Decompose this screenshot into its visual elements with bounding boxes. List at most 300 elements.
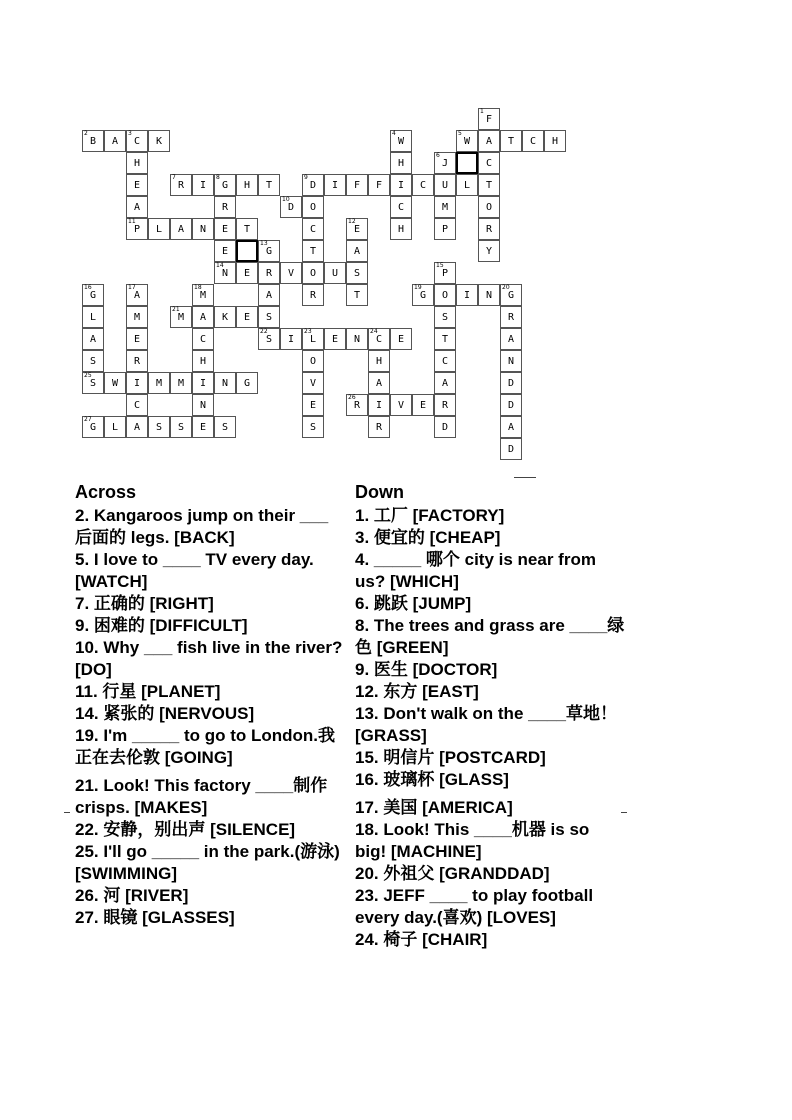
clue-number: 5 <box>458 130 462 137</box>
grid-cell <box>390 394 412 416</box>
cell-letter: H <box>375 356 383 367</box>
grid-cell <box>324 262 346 284</box>
grid-cell <box>170 174 192 196</box>
grid-cell <box>500 284 522 306</box>
cell-letter: C <box>397 202 405 213</box>
grid-cell <box>346 284 368 306</box>
grid-cell <box>522 130 544 152</box>
cell-letter: C <box>419 180 427 191</box>
grid-cell <box>192 416 214 438</box>
cell-letter: N <box>199 224 207 235</box>
down-heading: Down <box>355 482 404 502</box>
cell-letter: D <box>507 378 515 389</box>
clue-across-11: 11. 行星 [PLANET] <box>75 682 221 701</box>
grid-cell <box>500 350 522 372</box>
grid-cell <box>434 372 456 394</box>
clue-across-2: 2. Kangaroos jump on their ___后面的 legs. [BACK] <box>75 506 329 547</box>
grid-cell <box>478 174 500 196</box>
grid-cell <box>258 284 280 306</box>
cell-letter: H <box>397 224 405 235</box>
grid-cell <box>478 130 500 152</box>
grid-cell <box>302 372 324 394</box>
cell-letter: L <box>111 422 119 433</box>
cell-letter: D <box>441 422 449 433</box>
grid-cell <box>214 306 236 328</box>
grid-cell <box>280 262 302 284</box>
cell-letter: P <box>441 224 449 235</box>
grid-cell <box>280 328 302 350</box>
grid-cell <box>236 240 258 262</box>
grid-cell <box>214 174 236 196</box>
grid-cell <box>126 196 148 218</box>
cell-letter: G <box>89 422 97 433</box>
cell-letter: I <box>463 290 471 301</box>
grid-cell <box>390 328 412 350</box>
grid-cell <box>148 218 170 240</box>
grid-cell <box>500 394 522 416</box>
grid-cell <box>478 218 500 240</box>
clue-number: 15 <box>436 262 444 269</box>
clue-number: 12 <box>348 218 356 225</box>
clue-down-3: 3. 便宜的 [CHEAP] <box>355 528 501 547</box>
cell-letter: R <box>441 400 449 411</box>
cell-letter: T <box>507 136 515 147</box>
grid-cell <box>302 196 324 218</box>
cell-letter: R <box>485 224 493 235</box>
cell-letter: V <box>397 400 405 411</box>
grid-cell <box>258 306 280 328</box>
cell-letter: C <box>199 334 207 345</box>
cell-letter: E <box>133 334 141 345</box>
cell-letter: S <box>265 312 273 323</box>
cell-letter: E <box>221 246 229 257</box>
grid-cell <box>192 394 214 416</box>
grid-cell <box>126 328 148 350</box>
clue-number: 17 <box>128 284 136 291</box>
grid-cell <box>126 218 148 240</box>
cell-letter: D <box>287 202 295 213</box>
grid-cell <box>82 372 104 394</box>
clue-number: 25 <box>84 372 92 379</box>
clue-across-10: 10. Why ___ fish live in the river? [DO] <box>75 638 348 679</box>
cell-letter: R <box>353 400 361 411</box>
cell-letter: I <box>199 180 207 191</box>
grid-cell <box>478 196 500 218</box>
clue-across-26: 26. 河 [RIVER] <box>75 886 189 905</box>
grid-cell <box>258 328 280 350</box>
cell-letter: M <box>199 290 207 301</box>
cell-letter: K <box>221 312 229 323</box>
grid-cell <box>104 416 126 438</box>
cell-letter: A <box>89 334 97 345</box>
cell-letter: N <box>485 290 493 301</box>
cell-letter: D <box>507 400 515 411</box>
cell-letter: N <box>199 400 207 411</box>
cell-letter: T <box>309 246 317 257</box>
grid-cell <box>500 130 522 152</box>
cell-letter: R <box>309 290 317 301</box>
grid-cell <box>236 262 258 284</box>
grid-cell <box>214 196 236 218</box>
clue-number: 16 <box>84 284 92 291</box>
grid-cell <box>544 130 566 152</box>
clue-down-16: 16. 玻璃杯 [GLASS] <box>355 770 509 789</box>
cell-letter: N <box>221 378 229 389</box>
cell-letter: V <box>287 268 295 279</box>
cell-letter: I <box>133 378 141 389</box>
margin-mark-right <box>621 812 627 813</box>
clue-down-8: 8. The trees and grass are ____绿色 [GREEN] <box>355 616 625 657</box>
grid-cell <box>126 416 148 438</box>
cell-letter: S <box>309 422 317 433</box>
grid-cell <box>434 218 456 240</box>
cell-letter: W <box>397 136 405 147</box>
cell-letter: G <box>221 180 229 191</box>
grid-cell <box>390 174 412 196</box>
cell-letter: W <box>463 136 471 147</box>
grid-cell <box>456 130 478 152</box>
grid-cell <box>104 372 126 394</box>
cell-letter: U <box>441 180 449 191</box>
grid-cell <box>126 394 148 416</box>
cell-letter: A <box>199 312 207 323</box>
grid-cell <box>368 328 390 350</box>
clue-number: 21 <box>172 306 180 313</box>
cell-letter: S <box>89 356 97 367</box>
clue-down-23: 23. JEFF ____ to play football every day.(喜欢) [LOVES] <box>355 886 598 927</box>
grid-cell <box>214 218 236 240</box>
grid-cell <box>236 218 258 240</box>
clue-number: 23 <box>304 328 312 335</box>
clue-down-24: 24. 椅子 [CHAIR] <box>355 930 488 949</box>
grid-cell <box>148 416 170 438</box>
grid-cell <box>82 284 104 306</box>
cell-letter: L <box>89 312 97 323</box>
cell-letter: L <box>463 180 471 191</box>
grid-cell <box>214 416 236 438</box>
cell-letter: R <box>507 312 515 323</box>
grid-cell <box>434 394 456 416</box>
grid-cell <box>456 174 478 196</box>
cell-letter: K <box>155 136 163 147</box>
cell-letter: D <box>309 180 317 191</box>
grid-cell <box>478 108 500 130</box>
grid-cell <box>192 174 214 196</box>
grid-cell <box>192 284 214 306</box>
cell-letter: H <box>243 180 251 191</box>
cell-letter: R <box>375 422 383 433</box>
grid-cell <box>346 262 368 284</box>
cell-letter: A <box>265 290 273 301</box>
grid-cell <box>412 394 434 416</box>
cell-letter: U <box>331 268 339 279</box>
cell-letter: A <box>441 378 449 389</box>
cell-letter: M <box>441 202 449 213</box>
cell-letter: O <box>309 268 317 279</box>
grid-cell <box>434 350 456 372</box>
cell-letter: C <box>375 334 383 345</box>
cell-letter: G <box>507 290 515 301</box>
cell-letter: T <box>485 180 493 191</box>
cell-letter: L <box>155 224 163 235</box>
grid-cell <box>82 350 104 372</box>
clue-number: 3 <box>128 130 132 137</box>
cell-letter: S <box>353 268 361 279</box>
cell-letter: F <box>353 180 361 191</box>
cell-letter: G <box>419 290 427 301</box>
cell-letter: T <box>265 180 273 191</box>
clue-number: 19 <box>414 284 422 291</box>
grid-cell <box>412 284 434 306</box>
grid-cell <box>434 196 456 218</box>
grid-cell <box>390 152 412 174</box>
grid-cell <box>302 284 324 306</box>
cell-letter: C <box>133 136 141 147</box>
down-clues <box>355 481 625 951</box>
grid-cell <box>192 218 214 240</box>
clue-number: 14 <box>216 262 224 269</box>
clue-number: 24 <box>370 328 378 335</box>
clue-number: 1 <box>480 108 484 115</box>
clue-number: 26 <box>348 394 356 401</box>
cell-letter: T <box>243 224 251 235</box>
clue-number: 7 <box>172 174 176 181</box>
grid-cell <box>368 416 390 438</box>
clue-down-9: 9. 医生 [DOCTOR] <box>355 660 498 679</box>
grid-cell <box>434 416 456 438</box>
cell-letter: M <box>177 378 185 389</box>
grid-cell <box>434 152 456 174</box>
cell-letter: E <box>243 268 251 279</box>
cell-letter: O <box>485 202 493 213</box>
grid-cell <box>192 372 214 394</box>
clue-number: 9 <box>304 174 308 181</box>
grid-cell <box>500 416 522 438</box>
grid-cell <box>126 152 148 174</box>
cell-letter: S <box>89 378 97 389</box>
grid-cell <box>236 306 258 328</box>
clue-number: 2 <box>84 130 88 137</box>
cell-letter: T <box>353 290 361 301</box>
crossword-grid <box>0 0 792 470</box>
clue-across-5: 5. I love to ____ TV every day. [WATCH] <box>75 550 319 591</box>
grid-end-mark <box>514 477 536 478</box>
grid-cell <box>126 284 148 306</box>
grid-cell <box>82 130 104 152</box>
grid-cell <box>500 438 522 460</box>
cell-letter: N <box>507 356 515 367</box>
cell-letter: I <box>331 180 339 191</box>
grid-cell <box>434 284 456 306</box>
grid-cell <box>456 284 478 306</box>
cell-letter: H <box>199 356 207 367</box>
cell-letter: G <box>265 246 273 257</box>
clue-across-27: 27. 眼镜 [GLASSES] <box>75 908 235 927</box>
cell-letter: O <box>309 202 317 213</box>
cell-letter: R <box>177 180 185 191</box>
grid-cell <box>126 174 148 196</box>
cell-letter: M <box>133 312 141 323</box>
grid-cell <box>302 240 324 262</box>
across-clues <box>75 481 348 929</box>
grid-cell <box>82 328 104 350</box>
cell-letter: C <box>441 356 449 367</box>
grid-cell <box>82 306 104 328</box>
cell-letter: L <box>309 334 317 345</box>
cell-letter: S <box>441 312 449 323</box>
grid-cell <box>434 306 456 328</box>
cell-letter: G <box>243 378 251 389</box>
grid-cell <box>478 284 500 306</box>
cell-letter: E <box>419 400 427 411</box>
grid-cell <box>390 218 412 240</box>
grid-cell <box>412 174 434 196</box>
grid-cell <box>346 240 368 262</box>
clue-number: 6 <box>436 152 440 159</box>
grid-cell <box>302 394 324 416</box>
cell-letter: B <box>89 136 97 147</box>
cell-letter: H <box>551 136 559 147</box>
grid-cell <box>192 328 214 350</box>
across-heading: Across <box>75 482 137 502</box>
cell-letter: E <box>221 224 229 235</box>
cell-letter: E <box>309 400 317 411</box>
grid-cell <box>214 240 236 262</box>
grid-cell <box>346 328 368 350</box>
grid-cell <box>148 130 170 152</box>
cell-letter: S <box>155 422 163 433</box>
margin-mark-left <box>64 812 70 813</box>
cell-letter: C <box>485 158 493 169</box>
grid-cell <box>170 306 192 328</box>
cell-letter: S <box>221 422 229 433</box>
grid-cell <box>478 240 500 262</box>
cell-letter: M <box>177 312 185 323</box>
cell-letter: A <box>353 246 361 257</box>
clue-number: 27 <box>84 416 92 423</box>
grid-cell <box>434 328 456 350</box>
grid-cell <box>214 262 236 284</box>
grid-cell <box>368 372 390 394</box>
grid-cell <box>302 350 324 372</box>
grid-cell <box>456 152 478 174</box>
grid-cell <box>258 262 280 284</box>
grid-cell <box>390 196 412 218</box>
clue-number: 8 <box>216 174 220 181</box>
cell-letter: H <box>133 158 141 169</box>
cell-letter: P <box>133 224 141 235</box>
cell-letter: T <box>441 334 449 345</box>
grid-cell <box>500 328 522 350</box>
cell-letter: A <box>507 422 515 433</box>
clue-across-25: 25. I'll go _____ in the park.(游泳) [SWIMMING] <box>75 842 345 883</box>
cell-letter: A <box>111 136 119 147</box>
grid-cell <box>346 394 368 416</box>
cell-letter: F <box>375 180 383 191</box>
grid-cell <box>192 306 214 328</box>
grid-cell <box>170 372 192 394</box>
cell-letter: G <box>89 290 97 301</box>
cell-letter: E <box>353 224 361 235</box>
clue-down-18: 18. Look! This ____机器 is so big! [MACHINE] <box>355 820 595 861</box>
cell-letter: W <box>111 378 119 389</box>
cell-letter: M <box>155 378 163 389</box>
grid-cell <box>126 130 148 152</box>
clue-down-12: 12. 东方 [EAST] <box>355 682 479 701</box>
cell-letter: S <box>265 334 273 345</box>
grid-cell <box>258 174 280 196</box>
clue-number: 4 <box>392 130 396 137</box>
clue-down-6: 6. 跳跃 [JUMP] <box>355 594 472 613</box>
cell-letter: E <box>199 422 207 433</box>
cell-letter: C <box>309 224 317 235</box>
grid-cell <box>126 372 148 394</box>
grid-cell <box>302 262 324 284</box>
clue-down-1: 1. 工厂 [FACTORY] <box>355 506 505 525</box>
clue-down-20: 20. 外祖父 [GRANDDAD] <box>355 864 550 883</box>
grid-cell <box>346 218 368 240</box>
grid-cell <box>258 240 280 262</box>
grid-cell <box>324 174 346 196</box>
clue-across-7: 7. 正确的 [RIGHT] <box>75 594 214 613</box>
cell-letter: F <box>485 114 493 125</box>
clue-number: 20 <box>502 284 510 291</box>
clue-across-22: 22. 安静，别出声 [SILENCE] <box>75 820 296 839</box>
grid-cell <box>302 218 324 240</box>
cell-letter: P <box>441 268 449 279</box>
cell-letter: E <box>397 334 405 345</box>
grid-cell <box>302 174 324 196</box>
grid-cell <box>434 262 456 284</box>
grid-cell <box>148 372 170 394</box>
grid-cell <box>390 130 412 152</box>
grid-cell <box>368 174 390 196</box>
cell-letter: Y <box>485 246 493 257</box>
cell-letter: R <box>221 202 229 213</box>
grid-cell <box>236 174 258 196</box>
clue-across-21: 21. Look! This factory ____制作 crisps. [MAKES] <box>75 776 332 817</box>
cell-letter: D <box>507 444 515 455</box>
cell-letter: N <box>353 334 361 345</box>
grid-cell <box>170 218 192 240</box>
clue-across-19: 19. I'm _____ to go to London.我正在去伦敦 [GOING] <box>75 726 336 767</box>
grid-cell <box>126 350 148 372</box>
cell-letter: R <box>133 356 141 367</box>
grid-cell <box>500 306 522 328</box>
grid-cell <box>324 328 346 350</box>
grid-cell <box>214 372 236 394</box>
grid-cell <box>302 416 324 438</box>
cell-letter: V <box>309 378 317 389</box>
clue-across-9: 9. 困难的 [DIFFICULT] <box>75 616 248 635</box>
clue-across-14: 14. 紧张的 [NERVOUS] <box>75 704 255 723</box>
cell-letter: E <box>133 180 141 191</box>
cell-letter: A <box>133 290 141 301</box>
cell-letter: S <box>177 422 185 433</box>
grid-cell <box>170 416 192 438</box>
cell-letter: A <box>133 202 141 213</box>
grid-cell <box>346 174 368 196</box>
grid-cell <box>302 328 324 350</box>
clue-down-13: 13. Don't walk on the ____草地！ [GRASS] <box>355 704 622 745</box>
grid-cell <box>280 196 302 218</box>
cell-letter: E <box>331 334 339 345</box>
cell-letter: A <box>177 224 185 235</box>
clue-number: 13 <box>260 240 268 247</box>
cell-letter: R <box>265 268 273 279</box>
grid-cell <box>82 416 104 438</box>
cell-letter: A <box>375 378 383 389</box>
